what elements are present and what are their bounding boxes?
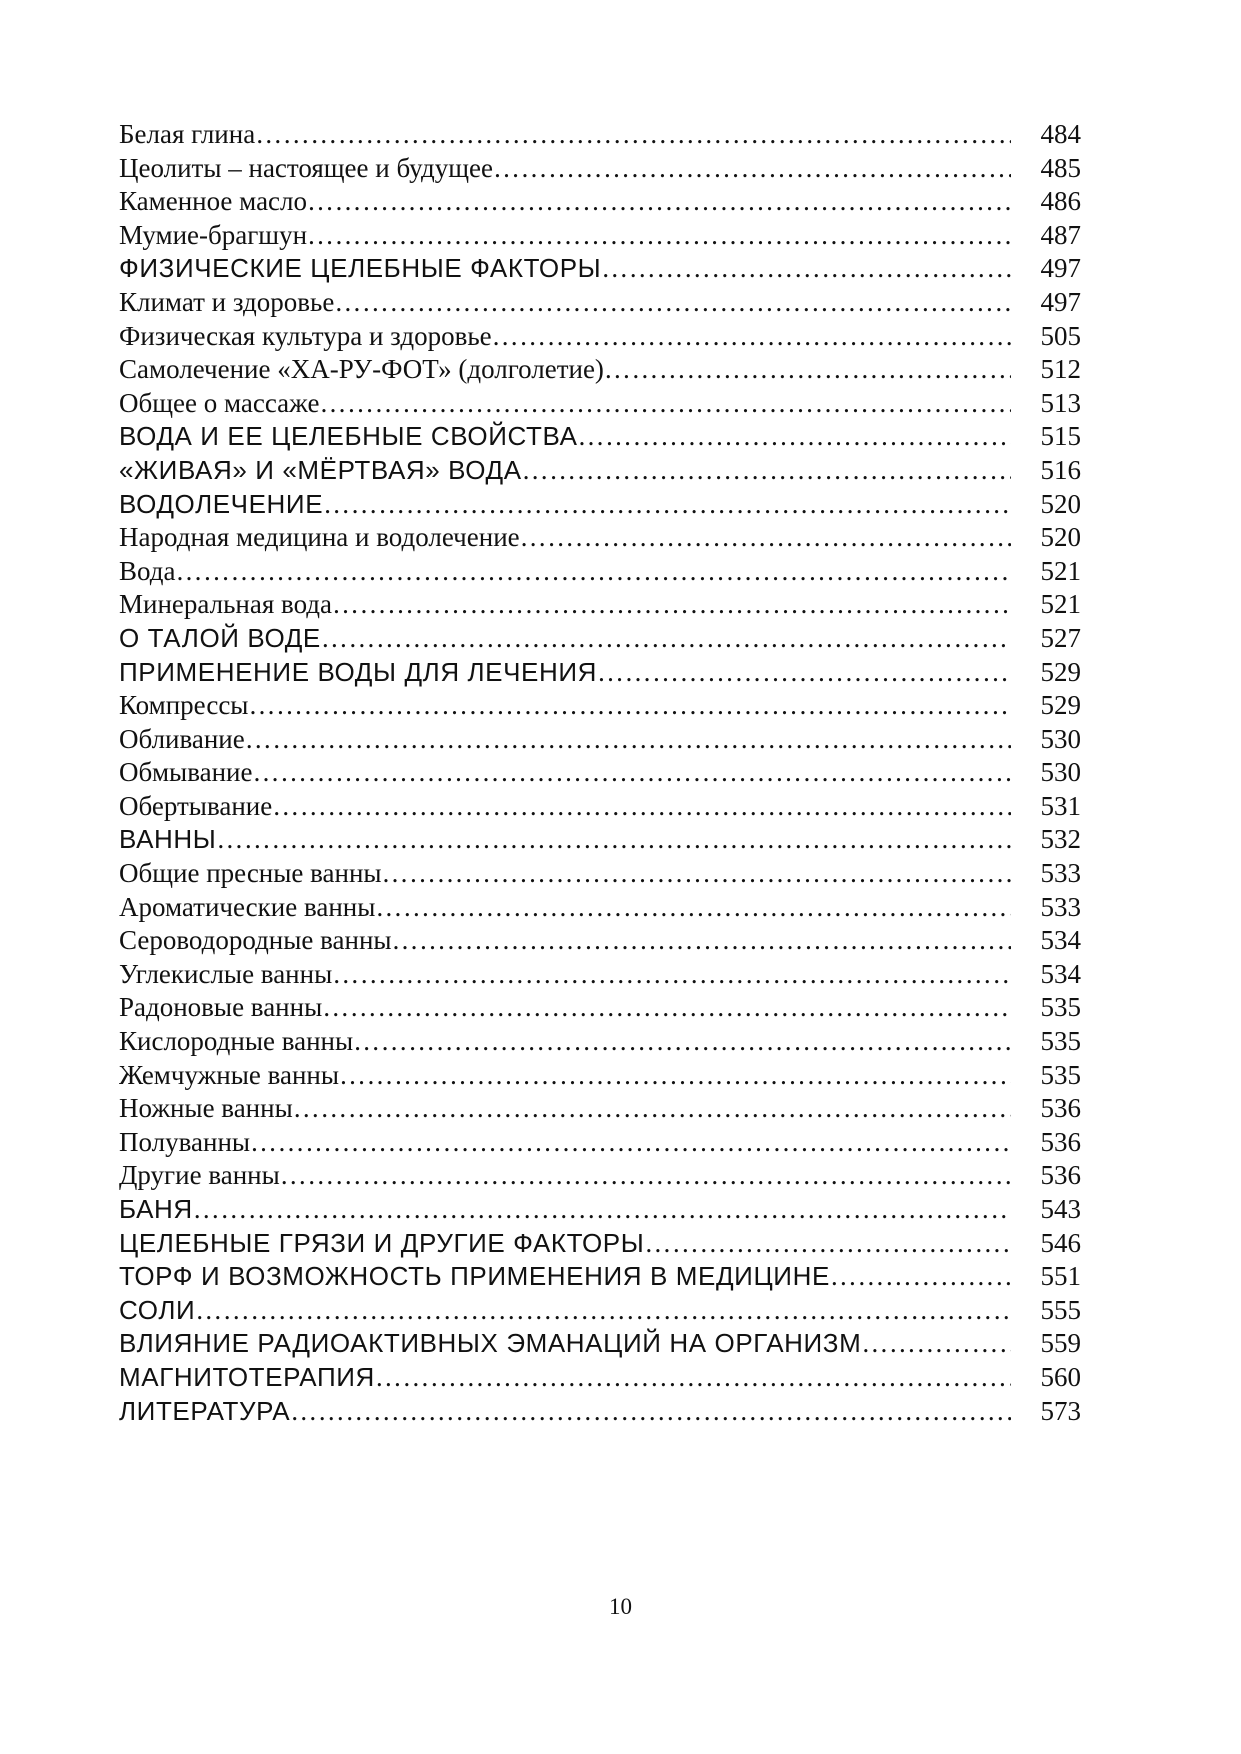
toc-entry[interactable] <box>119 1361 1081 1395</box>
toc-entry-text: Самолечение «ХА-РУ-ФОТ» (долголетие) <box>119 354 604 385</box>
toc-entry-page: 532 <box>1040 824 1081 855</box>
toc-entry[interactable] <box>119 622 1081 656</box>
toc-entry[interactable] <box>119 1294 1081 1328</box>
toc-entry[interactable] <box>119 723 1081 757</box>
toc-entry-page: 534 <box>1040 958 1081 989</box>
toc-entry-page: 530 <box>1040 723 1081 754</box>
toc-entry-page: 535 <box>1040 1059 1081 1090</box>
toc-entry[interactable] <box>119 1126 1081 1160</box>
toc-entry-text: Климат и здоровье <box>119 286 335 317</box>
toc-entry-text: Обмывание <box>119 757 253 788</box>
toc-entry-text: Жемчужные ванны <box>119 1059 340 1090</box>
toc-entry-title <box>119 152 1011 186</box>
toc-entry-page: 529 <box>1040 690 1081 721</box>
toc-entry[interactable] <box>119 219 1081 253</box>
toc-entry-page: 527 <box>1040 622 1081 653</box>
toc-entry-text: О ТАЛОЙ ВОДЕ <box>119 622 321 653</box>
toc-entry-title <box>119 1193 1011 1227</box>
toc-entry[interactable] <box>119 958 1081 992</box>
toc-entry[interactable] <box>119 353 1081 387</box>
toc-entry-title <box>119 387 1011 421</box>
toc-entry-title <box>119 790 1011 824</box>
toc-entry[interactable] <box>119 1260 1081 1294</box>
toc-entry-page: 534 <box>1040 925 1081 956</box>
toc-entry-page: 536 <box>1040 1093 1081 1124</box>
toc-entry-text: ВОДА И ЕЕ ЦЕЛЕБНЫЕ СВОЙСТВА <box>119 421 578 452</box>
toc-entry-title <box>119 924 1011 958</box>
toc-entry-text: Ножные ванны <box>119 1093 293 1124</box>
toc-entry[interactable] <box>119 320 1081 354</box>
toc-entry-title <box>119 118 1011 152</box>
toc-entry-title <box>119 320 1011 354</box>
toc-entry-page: 546 <box>1040 1227 1081 1258</box>
toc-entry-title <box>119 1059 1011 1093</box>
toc-entry-page: 520 <box>1040 488 1081 519</box>
toc-entry-text: Радоновые ванны <box>119 992 323 1023</box>
toc-entry-page: 560 <box>1040 1361 1081 1392</box>
toc-entry-text: Ароматические ванны <box>119 891 376 922</box>
toc-entry-page: 497 <box>1040 253 1081 284</box>
toc-entry-page: 497 <box>1040 286 1081 317</box>
toc-entry-title <box>119 689 1011 723</box>
toc-entry[interactable] <box>119 252 1081 286</box>
toc-entry-title <box>119 656 1011 690</box>
table-of-contents <box>119 118 1081 1428</box>
toc-entry-title <box>119 588 1011 622</box>
toc-entry-text: Белая глина <box>119 119 256 149</box>
page-number: 10 <box>609 1594 632 1619</box>
toc-entry[interactable] <box>119 991 1081 1025</box>
toc-entry[interactable] <box>119 555 1081 589</box>
toc-entry-text: Обертывание <box>119 790 273 821</box>
toc-entry-title <box>119 1294 1011 1328</box>
toc-entry-title <box>119 353 1011 387</box>
toc-entry[interactable] <box>119 152 1081 186</box>
toc-entry-page: 515 <box>1040 421 1081 452</box>
toc-entry[interactable] <box>119 857 1081 891</box>
toc-entry-text: ЛИТЕРАТУРА <box>119 1395 291 1426</box>
toc-entry-title <box>119 1159 1011 1193</box>
toc-entry-page: 486 <box>1040 186 1081 217</box>
toc-entry-title <box>119 756 1011 790</box>
toc-entry-title <box>119 286 1011 320</box>
toc-entry-page: 487 <box>1040 219 1081 250</box>
toc-entry-title <box>119 185 1011 219</box>
toc-entry-page: 573 <box>1040 1395 1081 1426</box>
toc-entry-title <box>119 622 1011 656</box>
toc-entry-page: 559 <box>1040 1328 1081 1359</box>
toc-entry-title <box>119 1126 1011 1160</box>
toc-entry-text: Общее о массаже <box>119 387 320 418</box>
toc-entry-text: ФИЗИЧЕСКИЕ ЦЕЛЕБНЫЕ ФАКТОРЫ <box>119 253 602 284</box>
toc-entry-text: Обливание <box>119 723 245 754</box>
toc-entry-text: МАГНИТОТЕРАПИЯ <box>119 1361 375 1392</box>
toc-entry[interactable] <box>119 387 1081 421</box>
toc-entry-page: 521 <box>1040 555 1081 586</box>
toc-entry-text: Полуванны <box>119 1126 251 1157</box>
toc-entry[interactable] <box>119 488 1081 522</box>
toc-entry[interactable] <box>119 1327 1081 1361</box>
toc-entry-title <box>119 219 1011 253</box>
toc-entry-text: БАНЯ <box>119 1194 193 1224</box>
toc-entry[interactable] <box>119 1395 1081 1429</box>
toc-entry-text: Вода <box>119 555 176 586</box>
toc-entry-text: Народная медицина и водолечение <box>119 522 520 553</box>
toc-entry[interactable] <box>119 790 1081 824</box>
toc-entry[interactable] <box>119 588 1081 622</box>
toc-entry-title <box>119 454 1011 488</box>
toc-entry-page: 530 <box>1040 757 1081 788</box>
toc-entry[interactable] <box>119 1025 1081 1059</box>
toc-entry[interactable] <box>119 1227 1081 1261</box>
toc-entry-text: Минеральная вода <box>119 589 333 620</box>
toc-entry-title <box>119 958 1011 992</box>
toc-entry-page: 536 <box>1040 1126 1081 1157</box>
toc-entry-text: ВАННЫ <box>119 824 217 855</box>
toc-entry-title <box>119 555 1011 589</box>
toc-entry-page: 536 <box>1040 1160 1081 1191</box>
toc-entry-title <box>119 488 1011 522</box>
toc-entry[interactable] <box>119 1159 1081 1193</box>
toc-entry-text: Цеолиты – настоящее и будущее <box>119 152 493 183</box>
toc-entry-title <box>119 1092 1011 1126</box>
toc-entry[interactable] <box>119 924 1081 958</box>
toc-entry[interactable] <box>119 1092 1081 1126</box>
toc-entry-title <box>119 891 1011 925</box>
toc-entry-text: Другие ванны <box>119 1160 280 1191</box>
toc-entry-text: Сероводородные ванны <box>119 925 392 956</box>
toc-entry-page: 543 <box>1040 1194 1081 1224</box>
toc-entry-text: ВОДОЛЕЧЕНИЕ <box>119 488 324 519</box>
toc-entry-title <box>119 823 1011 857</box>
toc-entry-title <box>119 857 1011 891</box>
toc-entry-text: Физическая культура и здоровье <box>119 320 492 351</box>
toc-entry[interactable] <box>119 185 1081 219</box>
toc-entry[interactable] <box>119 689 1081 723</box>
toc-entry-text: Компрессы <box>119 690 249 721</box>
toc-entry-page: 516 <box>1040 454 1081 485</box>
toc-entry-title <box>119 252 1011 286</box>
toc-entry-title <box>119 1025 1011 1059</box>
toc-entry-title <box>119 420 1011 454</box>
toc-entry[interactable] <box>119 286 1081 320</box>
toc-entry-page: 485 <box>1040 152 1081 183</box>
toc-entry-title <box>119 1327 1011 1361</box>
toc-entry-text: Кислородные ванны <box>119 1026 354 1057</box>
toc-entry-page: 533 <box>1040 858 1081 889</box>
toc-entry-page: 551 <box>1040 1261 1081 1292</box>
toc-entry-text: «ЖИВАЯ» И «МЁРТВАЯ» ВОДА <box>119 454 522 485</box>
toc-entry-text: ВЛИЯНИЕ РАДИОАКТИВНЫХ ЭМАНАЦИЙ НА ОРГАНИЗМ <box>119 1328 862 1359</box>
toc-entry-page: 533 <box>1040 891 1081 922</box>
toc-entry-text: Мумие-брагшун <box>119 219 308 250</box>
toc-entry-page: 535 <box>1040 1026 1081 1057</box>
toc-entry[interactable] <box>119 454 1081 488</box>
toc-entry[interactable] <box>119 1193 1081 1227</box>
toc-entry-text: ПРИМЕНЕНИЕ ВОДЫ ДЛЯ ЛЕЧЕНИЯ <box>119 656 598 687</box>
toc-entry-page: 521 <box>1040 589 1081 620</box>
toc-entry-title <box>119 521 1011 555</box>
toc-entry-title <box>119 991 1011 1025</box>
toc-entry-page: 529 <box>1040 656 1081 687</box>
toc-entry-title <box>119 1395 1011 1429</box>
toc-entry-text: СОЛИ <box>119 1294 196 1325</box>
toc-entry-page: 505 <box>1040 320 1081 351</box>
toc-entry-page: 520 <box>1040 522 1081 553</box>
toc-entry-page: 555 <box>1040 1294 1081 1325</box>
toc-entry[interactable] <box>119 656 1081 690</box>
toc-entry-title <box>119 723 1011 757</box>
toc-entry-page: 512 <box>1040 354 1081 385</box>
toc-entry-page: 513 <box>1040 387 1081 418</box>
toc-entry[interactable] <box>119 118 1081 152</box>
toc-entry[interactable] <box>119 420 1081 454</box>
toc-entry[interactable] <box>119 521 1081 555</box>
toc-entry-page: 484 <box>1040 119 1081 149</box>
toc-entry-text: Каменное масло <box>119 186 308 217</box>
toc-entry[interactable] <box>119 756 1081 790</box>
toc-entry-text: Общие пресные ванны <box>119 858 382 889</box>
toc-entry-title <box>119 1361 1011 1395</box>
toc-entry-page: 531 <box>1040 790 1081 821</box>
toc-entry[interactable] <box>119 891 1081 925</box>
toc-entry[interactable] <box>119 1059 1081 1093</box>
toc-entry-page: 535 <box>1040 992 1081 1023</box>
toc-entry-title <box>119 1260 1011 1294</box>
toc-entry-text: ТОРФ И ВОЗМОЖНОСТЬ ПРИМЕНЕНИЯ В МЕДИЦИНЕ <box>119 1261 830 1292</box>
toc-entry-text: ЦЕЛЕБНЫЕ ГРЯЗИ И ДРУГИЕ ФАКТОРЫ <box>119 1227 645 1258</box>
toc-entry-text: Углекислые ванны <box>119 958 333 989</box>
toc-entry[interactable] <box>119 823 1081 857</box>
toc-entry-title <box>119 1227 1011 1261</box>
